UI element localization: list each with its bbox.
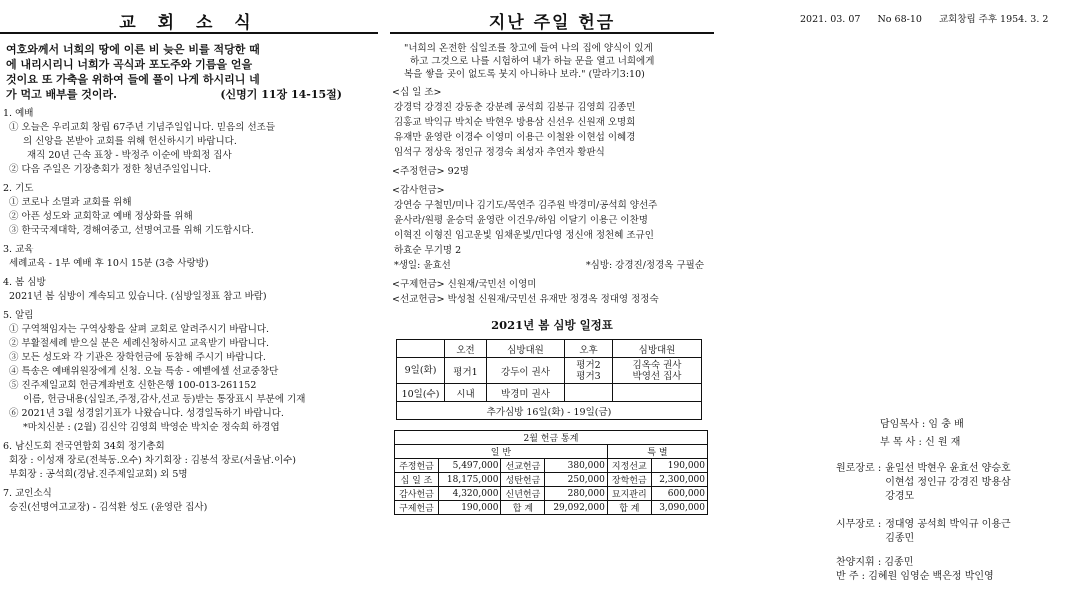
- emeritus-elders-line: 윤일선 박현우 윤효선 양승호: [885, 463, 1011, 474]
- category-cell: 묘지관리: [607, 487, 651, 501]
- pastor-name: 임 충 배: [928, 419, 964, 430]
- amount-cell: 190,000: [438, 501, 500, 515]
- special-header: 특 별: [607, 445, 707, 459]
- category-cell: 십 일 조: [395, 473, 439, 487]
- intro-line: 여호와께서 너희의 땅에 이른 비 늦은 비를 적당한 때: [6, 43, 260, 56]
- pastor-label: 담임목사 :: [880, 419, 926, 430]
- table-header-row: [397, 340, 702, 358]
- category-cell: 지정선교: [607, 459, 651, 473]
- news-item-line: 승진(선명여고교장) - 김석환 성도 (윤영란 집사): [9, 502, 208, 513]
- amount-cell: 250,000: [545, 473, 607, 487]
- header-cell: 심방대원: [487, 340, 565, 358]
- news-section-heading: 5. 알림: [3, 310, 34, 321]
- category-cell: 구제헌금: [395, 501, 439, 515]
- news-item-line: *마치신분 : (2월) 김신악 김영희 박영순 박치순 정숙희 하경엽: [23, 422, 280, 433]
- news-item-line: ② 부활절세례 받으실 분은 세례신청하시고 교육받기 바랍니다.: [9, 338, 270, 349]
- mission-offering: <선교헌금> 박성철 신원재/국민선 유재만 정경옥 정대영 정정숙: [392, 294, 659, 305]
- relief-offering: <구제헌금> 신원재/국민선 이영미: [392, 279, 537, 290]
- offering-stats-title: 2월 헌금 통계: [395, 431, 708, 445]
- assoc-pastor-name: 신 원 재: [925, 437, 961, 448]
- intro-reference: (신명기 11장 14-15절): [220, 88, 342, 101]
- amount-cell: 18,175,000: [438, 473, 500, 487]
- table-row: [395, 501, 708, 515]
- emeritus-elders-names: [881, 462, 1010, 504]
- header-cell: 오전: [445, 340, 487, 358]
- quote-line: 하고 그것으로 나를 시험하여 내가 하늘 문을 열고 너희에게: [410, 56, 655, 67]
- news-section-heading: 2. 기도: [3, 183, 34, 194]
- am-area-cell: 시내: [445, 384, 487, 402]
- date-cell: 10일(수): [397, 384, 445, 402]
- choir-director-line: [836, 556, 913, 570]
- news-item-line: ③ 모든 성도와 각 기관은 장학헌금에 동참해 주시기 바랍니다.: [9, 352, 266, 363]
- active-elders-label: 시무장로 :: [836, 519, 882, 530]
- church-founded: 교회창립 주후 1954. 3. 2: [938, 14, 1049, 25]
- bulletin-header-info: [800, 11, 1062, 25]
- news-section-heading: 1. 예배: [3, 108, 34, 119]
- news-section-heading: 4. 봄 심방: [3, 277, 46, 288]
- pm-staff-b: 박영선 집사: [632, 370, 682, 382]
- intro-line: 에 내리시리니 너희가 곡식과 포도주와 기름을 얻을: [6, 58, 253, 71]
- visit-schedule-table: [396, 339, 702, 420]
- table-row: [397, 384, 702, 402]
- malachi-quote: [384, 34, 720, 81]
- accompanist-label: 반 주 :: [836, 571, 866, 582]
- news-item-line: ① 오늘은 우리교회 창립 67주년 기념주일입니다. 믿음의 선조들: [9, 122, 275, 133]
- category-cell: 감사헌금: [395, 487, 439, 501]
- news-sections: [0, 107, 378, 515]
- extra-visit-cell: 추가심방 16일(화) - 19일(금): [397, 402, 702, 420]
- emeritus-elders: [836, 462, 1011, 504]
- am-staff-cell: 강두이 권사: [487, 358, 565, 384]
- category-cell: 신년헌금: [501, 487, 545, 501]
- quote-line: "너희의 온전한 십일조를 창고에 들여 나의 집에 양식이 있게: [404, 43, 653, 54]
- thanks-line: 강연승 구철민/미나 김기도/목연주 김주원 박경미/공석희 양선주: [394, 200, 658, 211]
- news-item-line: 부회장 : 공석희(경남.진주제일교회) 외 5명: [9, 469, 188, 480]
- active-elders-line: 김종민: [885, 533, 915, 544]
- news-item-line: ① 구역책임자는 구역상황을 살펴 교회로 알려주시기 바랍니다.: [9, 324, 270, 335]
- news-item-line: ① 코로나 소멸과 교회를 위해: [9, 197, 132, 208]
- amount-cell: 3,090,000: [651, 501, 707, 515]
- active-elders-names: [881, 518, 1010, 546]
- offering-stats-table: [394, 430, 708, 515]
- table-row: [395, 473, 708, 487]
- news-item-line: 세례교육 - 1부 예배 후 10시 15분 (3층 사랑방): [9, 258, 209, 269]
- tithe-heading: <십 일 조>: [392, 87, 442, 98]
- news-item-line: 의 신앙을 본받아 교회를 위해 헌신하시기 바랍니다.: [23, 136, 237, 147]
- tithe-line: 임석구 정상욱 정인규 정경숙 최성자 추연자 황판식: [394, 147, 605, 158]
- emeritus-elders-line: 이현섭 정인규 강경진 방용삼: [885, 477, 1011, 488]
- thanks-line: 이혁진 이형진 임고운빛 임채운빛/민다영 정신애 정천혜 조규인: [394, 230, 654, 241]
- choir-director-label: 찬양지휘 :: [836, 557, 882, 568]
- church-news-title: 교 회 소 식: [0, 0, 378, 34]
- amount-cell: 190,000: [651, 459, 707, 473]
- assoc-pastor-line: [880, 436, 960, 450]
- date-cell: 9일(화): [397, 358, 445, 384]
- category-cell: 선교헌금: [501, 459, 545, 473]
- pm-area-a: 평거2: [576, 359, 601, 371]
- table-row: [395, 487, 708, 501]
- tithe-line: 강경덕 강경진 강동춘 강분례 공석희 김봉규 김영희 김종민: [394, 102, 636, 113]
- am-staff-cell: 박경미 권사: [487, 384, 565, 402]
- tithe-line: 김홍교 박익규 박치순 박현우 방용삼 신선우 신원재 오명희: [394, 117, 636, 128]
- weekly-offering: <주정헌금> 92명: [392, 166, 469, 177]
- category-cell: 합 계: [607, 501, 651, 515]
- news-section-heading: 6. 남신도회 전국연합회 34회 정기총회: [3, 441, 165, 452]
- pm-staff-a: 김옥숙 권사: [632, 359, 682, 371]
- am-area-cell: 평거1: [445, 358, 487, 384]
- pm-area-b: 평거3: [576, 370, 601, 382]
- offering-rows: [395, 459, 708, 515]
- news-item-line: ④ 특송은 예배위원장에게 신청. 오늘 특송 - 예벧에셀 선교중창단: [9, 366, 279, 377]
- pm-staff-cell: [613, 358, 702, 384]
- intro-scripture: [0, 34, 378, 102]
- quote-line: 복을 쌓을 곳이 없도록 붓지 아니하나 보라." (말라기3:10): [404, 69, 645, 80]
- amount-cell: 5,497,000: [438, 459, 500, 473]
- header-cell: 오후: [565, 340, 613, 358]
- birthday-visit-line: [394, 258, 716, 273]
- news-item-line: 재직 20년 근속 표창 - 박정주 이순에 박희정 집사: [27, 150, 232, 161]
- table-row: [397, 402, 702, 420]
- category-cell: 주정헌금: [395, 459, 439, 473]
- active-elders-line: 정대영 공석희 박익규 이용근: [885, 519, 1011, 530]
- news-item-line: 이름, 헌금내용(십일조,주정,감사,선교 등)받는 통장표시 부분에 기재: [23, 394, 306, 405]
- news-item-line: ② 다음 주일은 기장총회가 정한 청년주일입니다.: [9, 164, 211, 175]
- offering-column: [384, 0, 720, 515]
- news-item-line: ② 아픈 성도와 교회학교 예배 정상화를 위해: [9, 211, 193, 222]
- table-row: [395, 459, 708, 473]
- birthday-offering: *생일: 윤효선: [394, 260, 451, 271]
- pm-area-cell: [565, 358, 613, 384]
- emeritus-elders-label: 원로장로 :: [836, 463, 882, 474]
- news-item-line: ③ 한국국제대학, 경해여중고, 선명여고를 위해 기도합시다.: [9, 225, 254, 236]
- category-cell: 장학헌금: [607, 473, 651, 487]
- table-header-row: [395, 445, 708, 459]
- visit-schedule-title: 2021년 봄 심방 일정표: [491, 318, 613, 332]
- emeritus-elders-line: 강경모: [885, 491, 915, 502]
- header-cell: 심방대원: [613, 340, 702, 358]
- accompanist-names: 김혜원 임영순 백은정 박인영: [868, 571, 994, 582]
- category-cell: 성탄헌금: [501, 473, 545, 487]
- amount-cell: 280,000: [545, 487, 607, 501]
- table-header-row: [395, 431, 708, 445]
- thanks-heading: <감사헌금>: [392, 185, 445, 196]
- thanks-names: [384, 198, 720, 273]
- category-cell: 합 계: [501, 501, 545, 515]
- news-section-heading: 3. 교육: [3, 244, 34, 255]
- active-elders: [836, 518, 1011, 546]
- news-item-line: ⑥ 2021년 3월 성경읽기표가 나왔습니다. 성경일독하기 바랍니다.: [9, 408, 284, 419]
- tithe-names: [384, 100, 720, 160]
- tithe-line: 유재만 윤영란 이경수 이영미 이용근 이철완 이현섭 이혜경: [394, 132, 636, 143]
- news-item-line: 2021년 봄 심방이 계속되고 있습니다. (심방일정표 참고 바람): [9, 291, 267, 302]
- thanks-line: 윤사라/원평 윤승덕 윤영란 이건우/하임 이달기 이용근 이찬명: [394, 215, 648, 226]
- amount-cell: 4,320,000: [438, 487, 500, 501]
- news-item-line: 회장 : 이성재 장로(전북동.오수) 차기회장 : 김봉석 장로(서울남.이수): [9, 455, 297, 466]
- intro-line: 것이요 또 가축을 위하여 들에 풀이 나게 하시리니 네: [6, 73, 260, 86]
- thanks-line: 하효순 무기명 2: [394, 245, 462, 256]
- accompanist-line: [836, 570, 994, 584]
- bulletin-date: 2021. 03. 07: [800, 14, 861, 25]
- choir-director-name: 김종민: [884, 557, 914, 568]
- general-header: 일 반: [395, 445, 608, 459]
- assoc-pastor-label: 부 목 사 :: [880, 437, 922, 448]
- news-item-line: ⑤ 진주제일교회 헌금계좌번호 신한은행 100-013-261152: [9, 380, 257, 391]
- amount-cell: 380,000: [545, 459, 607, 473]
- offering-title: 지난 주일 헌금: [390, 0, 714, 34]
- header-cell: [397, 340, 445, 358]
- church-news-column: [0, 0, 378, 515]
- pm-staff-cell: [613, 384, 702, 402]
- pm-area-cell: [565, 384, 613, 402]
- amount-cell: 29,092,000: [545, 501, 607, 515]
- table-row: [397, 358, 702, 384]
- pastor-line: [880, 418, 964, 432]
- news-section-heading: 7. 교인소식: [3, 488, 52, 499]
- amount-cell: 600,000: [651, 487, 707, 501]
- amount-cell: 2,300,000: [651, 473, 707, 487]
- bulletin-issue: No 68-10: [877, 14, 922, 25]
- visit-offering: *심방: 강경진/정경옥 구필순: [585, 260, 704, 271]
- intro-line: 가 먹고 배부를 것이라.: [6, 88, 117, 101]
